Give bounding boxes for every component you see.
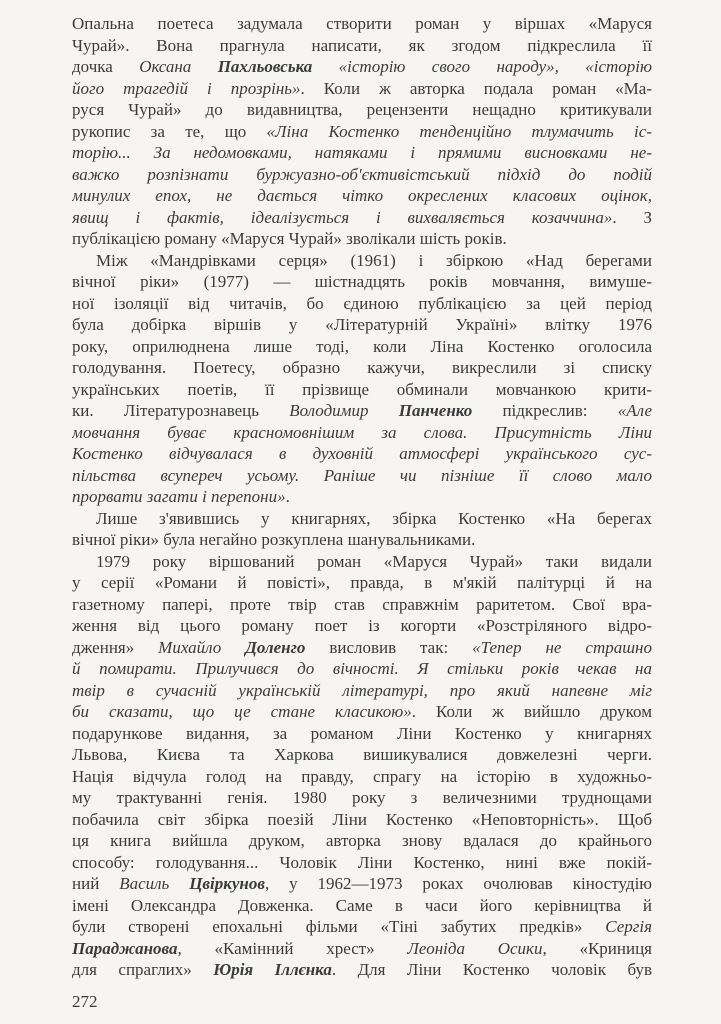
text-line — [72, 314, 652, 336]
text-line — [72, 443, 652, 465]
bold-italic-text-run: Панченко — [398, 401, 473, 420]
text-line — [72, 228, 652, 250]
bold-italic-text-run: Параджанова — [72, 938, 178, 958]
text-run: ки. Літературознавець — [72, 401, 290, 420]
text-line — [72, 508, 652, 530]
text-line — [72, 142, 652, 164]
text-line — [72, 615, 652, 637]
bold-italic-text-run: Юрія Іллєнка — [213, 960, 332, 979]
bold-italic-text-run: Доленго — [245, 637, 306, 657]
text-line — [72, 723, 652, 745]
text-line — [72, 357, 652, 379]
text-run: вічної ріки» (1977) — шістнадцять років мовчання, вимуше- — [72, 272, 652, 291]
text-run: імені Олександра Довженка. Саме в часи його керівництва й — [72, 895, 652, 915]
italic-text-run: прорвати загати і перепони» — [72, 487, 286, 506]
text-line — [72, 293, 652, 315]
italic-text-run: й помирати. Прилучився до вічності. Я стільки років чекав на — [72, 659, 652, 678]
text-line — [72, 486, 652, 508]
italic-text-run: Сергія — [605, 917, 652, 936]
italic-text-run: Василь — [119, 874, 190, 893]
italic-text-run: «Ліна Костенко тенденційно тлумачить іс- — [266, 121, 652, 141]
text-line — [72, 572, 652, 594]
italic-text-run: Леоніда Осики — [407, 938, 543, 958]
italic-text-run: минулих епох, не дається чітко окреслених класових оцінок, — [72, 186, 652, 205]
text-run: подарункове видання, за романом Ліни Костенко у книгарнях — [72, 723, 652, 743]
text-run: українських поетів, її прізвище обминали мовчанкою крити- — [72, 379, 652, 399]
bold-italic-text-run: Пахльовська — [217, 57, 339, 76]
text-line — [72, 787, 652, 809]
text-line — [72, 594, 652, 616]
text-run: дочка — [72, 57, 140, 76]
text-line — [72, 271, 652, 293]
text-line — [72, 379, 652, 401]
text-line — [72, 422, 652, 444]
text-run: вічної ріки» була негайно розкуплена шанувальниками. — [72, 530, 476, 549]
italic-text-run: «Але — [617, 401, 652, 420]
text-run: дження» — [72, 637, 159, 657]
italic-text-run: торію... За недомовками, натяками і прямими висновками не- — [72, 143, 652, 162]
text-run: Нація відчула голод на правду, спрагу на історію в художньо- — [72, 766, 652, 786]
text-run: побачила світ збірка поезій Ліни Костенко «Неповторність». Щоб — [72, 809, 652, 829]
text-line — [72, 551, 652, 573]
italic-text-run: його трагедій і прозрінь» — [72, 78, 301, 98]
text-run: . Коли ж вийшло друком — [411, 702, 652, 721]
text-line — [72, 809, 652, 831]
text-line — [72, 185, 652, 207]
text-line — [72, 164, 652, 186]
italic-text-run: «історію свого народу», «історію — [338, 57, 652, 76]
text-run: для спраглих» — [72, 960, 214, 979]
text-line — [72, 78, 652, 100]
text-run: висловив так: — [305, 637, 473, 657]
text-run: способу: голодування... Чоловік Ліни Костенко, нині вже покій- — [72, 852, 652, 872]
italic-text-run: явищ і фактів, ідеалізується і вихваляється козаччина» — [72, 207, 613, 227]
text-run: Чурай». Вона прагнула написати, як згодом підкреслила її — [72, 35, 652, 55]
text-line — [72, 938, 652, 960]
text-line — [72, 766, 652, 788]
text-line — [72, 916, 652, 938]
text-run: газетному папері, проте твір став справжнім раритетом. Свої вра- — [72, 594, 652, 614]
text-run: руся Чурай» до видавництва, рецензенти нещадно критикували — [72, 100, 652, 119]
italic-text-run: пільства всупереч усьому. Раніше чи пізніше її слово мало — [72, 465, 652, 485]
italic-text-run: би сказати, що це стане класикою» — [72, 702, 412, 721]
text-line — [72, 873, 652, 895]
text-run: , «Камінний хрест» — [177, 938, 408, 958]
text-run: публікацією роману «Маруся Чурай» зволікали шість років. — [72, 229, 507, 248]
text-line — [72, 658, 652, 680]
text-line — [72, 637, 652, 659]
text-line — [72, 400, 652, 422]
text-run: були створені епохальні фільми «Тіні забутих предків» — [72, 917, 606, 936]
text-line — [72, 56, 652, 78]
text-run: у серії «Романи й повісті», правда, в м'якій палітурці й на — [72, 573, 652, 592]
document-body — [72, 13, 652, 981]
text-run: . Коли ж авторка подала роман «Ма- — [300, 78, 652, 98]
text-run: Опальна поетеса задумала створити роман у віршах «Маруся — [72, 14, 652, 33]
page-number: 272 — [72, 992, 98, 1011]
text-line — [72, 99, 652, 121]
text-line — [72, 852, 652, 874]
text-run: Львова, Києва та Харкова вишикувалися довжелезні черги. — [72, 745, 652, 764]
text-line — [72, 744, 652, 766]
text-line — [72, 959, 652, 981]
text-run: ної ізоляції від читачів, бо єдиною публікацією за цей період — [72, 293, 652, 313]
text-line — [72, 35, 652, 57]
text-run: ження від цього роману поет із когорти «Розстріляного відро- — [72, 616, 652, 635]
italic-text-run: Костенко відчувалася в духовній атмосфері українського сус- — [72, 444, 652, 463]
text-line — [72, 895, 652, 917]
text-line — [72, 701, 652, 723]
text-run: була добірка віршів у «Літературній Україні» влітку 1976 — [72, 315, 652, 334]
text-line — [72, 680, 652, 702]
text-line — [72, 465, 652, 487]
text-line — [72, 250, 652, 272]
text-run: . З — [612, 207, 652, 227]
text-run: голодування. Поетесу, образно кажучи, викреслили зі списку — [72, 358, 652, 377]
italic-text-run: Оксана — [139, 57, 218, 76]
text-run: 1979 року віршований роман «Маруся Чурай» таки видали — [96, 551, 652, 571]
text-line — [72, 207, 652, 229]
text-run: Між «Мандрівками серця» (1961) і збіркою «Над берегами — [96, 250, 652, 270]
italic-text-run: твір в сучасній українській літературі, про який напевне міг — [72, 680, 652, 700]
italic-text-run: мовчання буває красномовнішим за слова. Присутність Ліни — [72, 422, 652, 442]
italic-text-run: важко розпізнати буржуазно-об'єктивістський підхід до подій — [72, 164, 652, 184]
bold-italic-text-run: Цвіркунов — [189, 874, 265, 893]
text-run: підкреслив: — [472, 401, 618, 420]
text-run: рукопис за те, що — [72, 121, 267, 141]
text-run: Лише з'явившись у книгарнях, збірка Костенко «На берегах — [96, 508, 652, 528]
text-line — [72, 529, 652, 551]
text-line — [72, 13, 652, 35]
italic-text-run: «Тепер не страшно — [472, 637, 652, 657]
italic-text-run: Володимир — [289, 401, 399, 420]
italic-text-run: Михайло — [158, 637, 246, 657]
text-line — [72, 121, 652, 143]
text-run: року, оприлюднена лише тоді, коли Ліна Костенко оголосила — [72, 336, 652, 356]
text-line — [72, 336, 652, 358]
text-run: . Для Ліни Костенко чоловік був — [331, 960, 652, 979]
text-line — [72, 830, 652, 852]
text-run: ця книга вийшла друком, авторка знову вдалася до крайнього — [72, 831, 652, 850]
text-run: , «Криниця — [542, 938, 652, 958]
text-run: ний — [72, 874, 120, 893]
text-run: . — [285, 487, 290, 506]
text-run: , у 1962—1973 роках очолював кіностудію — [264, 874, 652, 893]
text-run: му трактуванні генія. 1980 року з величезними труднощами — [72, 788, 652, 807]
